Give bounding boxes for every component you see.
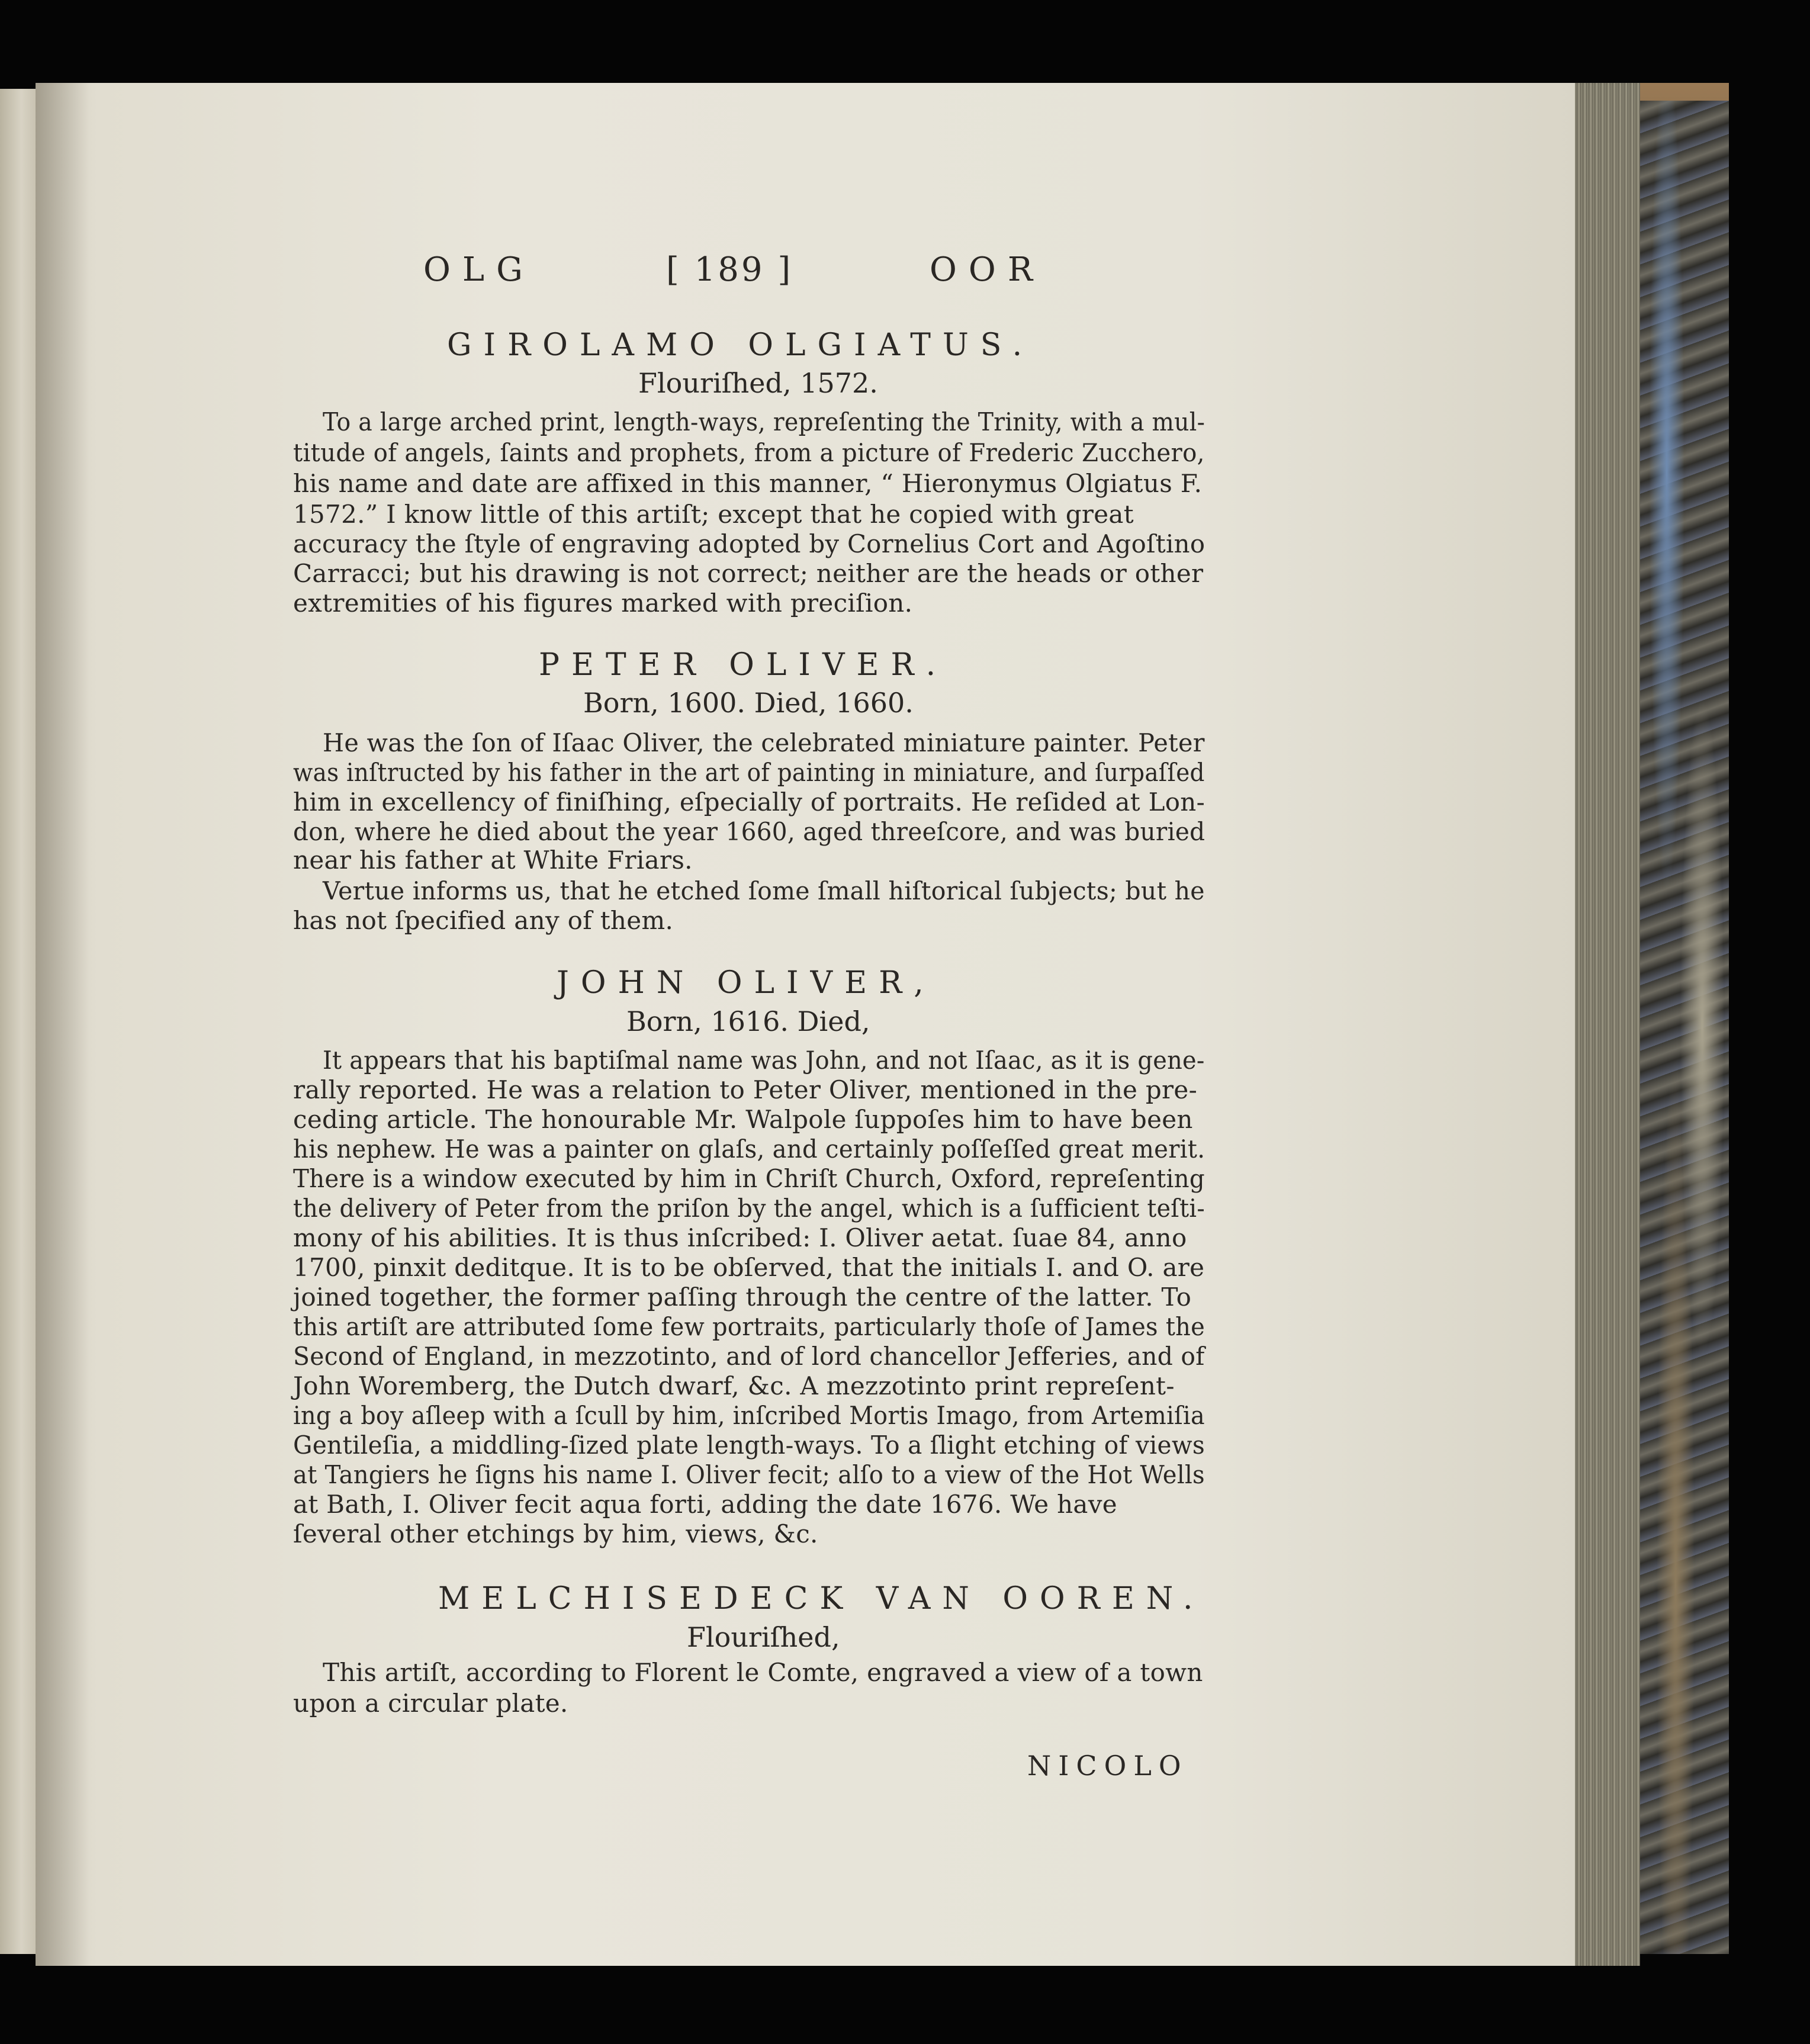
- marbled-cover: [1640, 101, 1729, 1954]
- body-line: the delivery of Peter from the priſon by the angel, which is a ſufficient teſti-: [293, 1194, 1205, 1223]
- body-line: titude of angels, ſaints and prophets, from a picture of Frederic Zucchero,: [293, 438, 1205, 467]
- body-line: This artiſt, according to Florent le Comte, engraved a view of a town: [323, 1658, 1203, 1687]
- facing-page-edge: [0, 89, 36, 1954]
- entry-title: JOHN OLIVER,: [557, 965, 935, 1001]
- gutter-shadow: [36, 83, 89, 1966]
- entry-title: GIROLAMO OLGIATUS.: [447, 327, 1034, 363]
- body-line: has not ſpecified any of them.: [293, 906, 674, 935]
- body-line: Second of England, in mezzotinto, and of lord chancellor Jefferies, and of: [293, 1342, 1205, 1371]
- body-line: him in excellency of finiſhing, eſpecially of portraits. He reſided at Lon-: [293, 788, 1205, 817]
- body-line: upon a circular plate.: [293, 1689, 568, 1718]
- running-head-left: OLG: [423, 250, 535, 289]
- body-line: was inſtructed by his father in the art of painting in miniature, and ſurpaſſed: [293, 758, 1205, 787]
- body-line: 1700, pinxit deditque. It is to be obſerved, that the initials I. and O. are: [293, 1253, 1205, 1282]
- body-line: Carracci; but his drawing is not correct; neither are the heads or other: [293, 559, 1204, 588]
- body-line: John Woremberg, the Dutch dwarf, &c. A mezzotinto print repreſent-: [293, 1371, 1175, 1400]
- body-line: rally reported. He was a relation to Peter Oliver, mentioned in the pre-: [293, 1075, 1198, 1104]
- body-line: ſeveral other etchings by him, views, &c.: [293, 1519, 818, 1548]
- entry-dates: Flouriſhed,: [687, 1621, 840, 1653]
- body-line: accuracy the ſtyle of engraving adopted by Cornelius Cort and Agoſtino: [293, 529, 1205, 558]
- body-line: 1572.” I know little of this artiſt; except that he copied with great: [293, 500, 1134, 529]
- entry-title: MELCHISEDECK VAN OOREN.: [438, 1581, 1205, 1616]
- body-line: Gentileſia, a middling-ſized plate length-ways. To a ſlight etching of views: [293, 1431, 1205, 1460]
- page-edges: [1575, 83, 1640, 1966]
- body-line: There is a window executed by him in Chriſt Church, Oxford, repreſenting: [293, 1164, 1205, 1193]
- body-line: at Tangiers he ſigns his name I. Oliver fecit; alſo to a view of the Hot Wells: [293, 1460, 1205, 1489]
- entry-title: PETER OLIVER.: [539, 647, 948, 683]
- body-line: ing a boy aſleep with a ſcull by him, inſcribed Mortis Imago, from Artemiſia: [293, 1401, 1205, 1430]
- body-line: To a large arched print, length-ways, repreſenting the Trinity, with a mul-: [323, 407, 1205, 436]
- entry-dates: Born, 1616. Died,: [626, 1005, 870, 1037]
- running-head-right: OOR: [930, 250, 1044, 289]
- catchword: NICOLO: [1027, 1750, 1188, 1782]
- page-number: [ 189 ]: [666, 250, 793, 289]
- body-line: He was the ſon of Iſaac Oliver, the celebrated miniature painter. Peter: [323, 728, 1205, 757]
- body-line: extremities of his figures marked with preciſion.: [293, 589, 913, 618]
- body-line: It appears that his baptiſmal name was John, and not Iſaac, as it is gene-: [323, 1046, 1205, 1075]
- body-line: this artiſt are attributed ſome few portraits, particularly thoſe of James the: [293, 1312, 1205, 1341]
- body-line: his nephew. He was a painter on glaſs, and certainly poſſeſſed great merit.: [293, 1135, 1205, 1164]
- entry-dates: Born, 1600. Died, 1660.: [583, 687, 914, 719]
- body-line: Vertue informs us, that he etched ſome ſmall hiſtorical ſubjects; but he: [323, 876, 1205, 905]
- body-line: mony of his abilities. It is thus inſcribed: I. Oliver aetat. ſuae 84, anno: [293, 1223, 1187, 1252]
- body-line: near his father at White Friars.: [293, 846, 693, 875]
- body-line: joined together, the former paſſing through the centre of the latter. To: [293, 1283, 1192, 1312]
- body-line: his name and date are affixed in this manner, “ Hieronymus Olgiatus F.: [293, 469, 1203, 498]
- entry-dates: Flouriſhed, 1572.: [638, 367, 878, 399]
- body-line: ceding article. The honourable Mr. Walpole ſuppoſes him to have been: [293, 1105, 1193, 1134]
- body-line: don, where he died about the year 1660, aged threeſcore, and was buried: [293, 817, 1205, 846]
- body-line: at Bath, I. Oliver fecit aqua forti, adding the date 1676. We have: [293, 1490, 1117, 1519]
